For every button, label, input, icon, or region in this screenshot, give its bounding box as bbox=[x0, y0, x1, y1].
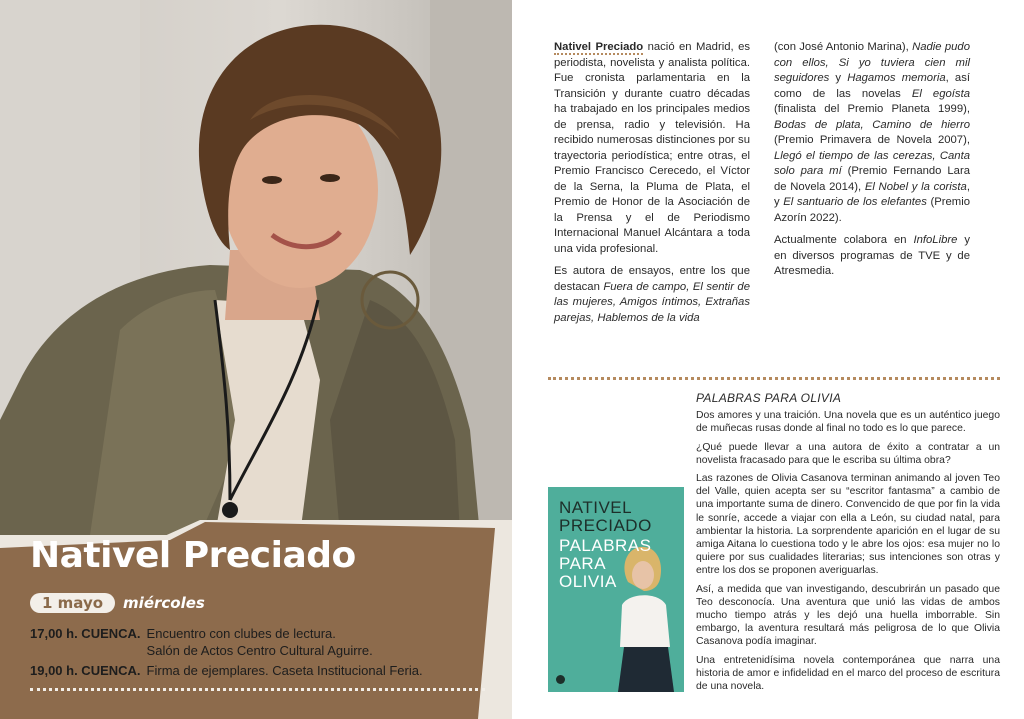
bio-text: (con José Antonio Marina), bbox=[774, 41, 913, 53]
weekday-label: miércoles bbox=[123, 594, 205, 612]
bio-book-list: El Nobel y la corista bbox=[864, 180, 967, 193]
bio-text: y bbox=[829, 72, 848, 84]
event-schedule bbox=[30, 625, 500, 682]
event-description: Firma de ejemplares. Caseta Institucional Feria. bbox=[146, 663, 423, 678]
bio-paragraph bbox=[774, 40, 970, 226]
bio-column-1 bbox=[554, 40, 750, 333]
event-description: Encuentro con clubes de lectura. Salón de Actos Centro Cultural Aguirre. bbox=[146, 626, 373, 658]
bio-book-list: Fuera de campo, El sentir de las mujeres, Amigos íntimos, Extrañas parejas, Hablemos de la vida bbox=[554, 280, 750, 324]
author-biography bbox=[554, 40, 970, 333]
bio-text: (Premio Primavera de Novela 2007), bbox=[774, 134, 970, 146]
bio-text: Actualmente colabora en bbox=[774, 234, 914, 246]
event-date bbox=[30, 592, 205, 614]
bio-book-list: Nadie pudo con ellos, Si yo tuviera cien mil seguidores bbox=[774, 41, 971, 84]
bio-author-name: Nativel Preciado bbox=[554, 41, 644, 53]
bio-paragraph bbox=[554, 264, 750, 326]
bio-media-name: InfoLibre bbox=[913, 234, 958, 246]
bio-book-list: Bodas de plata, Camino de hierro bbox=[774, 118, 970, 131]
bio-text: (finalista del Premio Planeta 1999), bbox=[774, 103, 970, 115]
review-paragraph: Así, a medida que van investigando, descubrirán un pasado que Teo desconocía. Una aventura que unió las vidas de ambos mucho tiempo atrás y les dejó una huella imborrable. Sin embargo, la aventura resultará más peligrosa de lo que Olivia Casanova podía imaginar. bbox=[696, 583, 1000, 648]
book-author: NATIVEL PRECIADO bbox=[559, 498, 652, 535]
bio-book-list: Llegó el tiempo de las cerezas, Canta solo para mí bbox=[774, 149, 970, 177]
event-item bbox=[30, 625, 500, 659]
dotted-divider bbox=[30, 688, 485, 691]
bio-book-list: El egoísta bbox=[911, 87, 970, 100]
review-paragraph: ¿Qué puede llevar a una autora de éxito a contratar a un novelista fracasado para que le escriba su última obra? bbox=[696, 441, 1000, 466]
bio-text: y en diversos programas de TVE y de Atresmedia. bbox=[774, 234, 970, 277]
bio-text: , y bbox=[774, 180, 970, 208]
book-cover bbox=[548, 487, 684, 692]
event-time: 17,00 h. CUENCA. bbox=[30, 626, 141, 641]
dotted-divider bbox=[548, 377, 1000, 380]
event-time: 19,00 h. CUENCA. bbox=[30, 663, 141, 678]
bio-column-2 bbox=[774, 40, 970, 333]
book-review bbox=[696, 392, 1000, 698]
book-title: PALABRAS PARA OLIVIA bbox=[559, 536, 652, 591]
bio-text: nació en Madrid, es periodista, novelista y analista política. Fue cronista parlamentaria en la Transición y durante cuatro décadas ha trabajado en los principales medios de prensa, radio y televisión. Ha recibido numerosas distinciones por su trayectoria periodística; entre otras, el Premio Francisco Cerecedo, el Víctor de la Serna, la Pluma de Plata, el Premio de Honor de la Asociación de la Prensa y el de Periodismo Internacional Manuel Alcántara a toda una vida profesional. bbox=[554, 41, 751, 255]
review-heading: PALABRAS PARA OLIVIA bbox=[696, 391, 842, 405]
review-paragraph: Dos amores y una traición. Una novela que es un auténtico juego de muñecas rusas donde al final no todo es lo que parece. bbox=[696, 410, 1000, 435]
bio-paragraph bbox=[774, 233, 970, 280]
bio-paragraph bbox=[554, 40, 750, 257]
bio-text: (Premio Fernando Lara de Novela 2014), bbox=[774, 165, 970, 193]
event-item bbox=[30, 662, 500, 679]
review-paragraph: Las razones de Olivia Casanova terminan animando al joven Teo del Valle, quien acepta ser su “escritor fantasma” a cambio de una importante suma de dinero. Convencido de que por fin la vida le sonríe, accede a viajar con ella a León, su ciudad natal, para ambientar la historia. La sorprendente aparición en el lugar de su amiga Aitana lo cuestiona todo y le abre los ojos: esa mujer no lo quiere por sus cualidades literarias; sus intenciones son otras y entre los dos se proponen averiguarlas. bbox=[696, 473, 1000, 577]
date-label: 1 mayo bbox=[30, 593, 115, 613]
bio-text: (Premio Azorín 2022). bbox=[774, 196, 970, 224]
bio-book-list: El santuario de los elefantes bbox=[783, 196, 927, 208]
right-page bbox=[512, 0, 1024, 719]
author-portrait bbox=[0, 0, 512, 535]
speaker-name: Nativel Preciado bbox=[30, 535, 356, 576]
bio-text: , así como de las novelas bbox=[774, 72, 970, 100]
bio-book-list: Hagamos memoria bbox=[847, 72, 946, 84]
bio-text: Es autora de ensayos, entre los que destacan bbox=[554, 265, 750, 293]
publisher-logo-icon bbox=[556, 675, 565, 684]
review-paragraph: Una entretenidísima novela contemporánea que narra una historia de amor e infidelidad en el marco del proceso de escritura de una novela. bbox=[696, 654, 1000, 693]
